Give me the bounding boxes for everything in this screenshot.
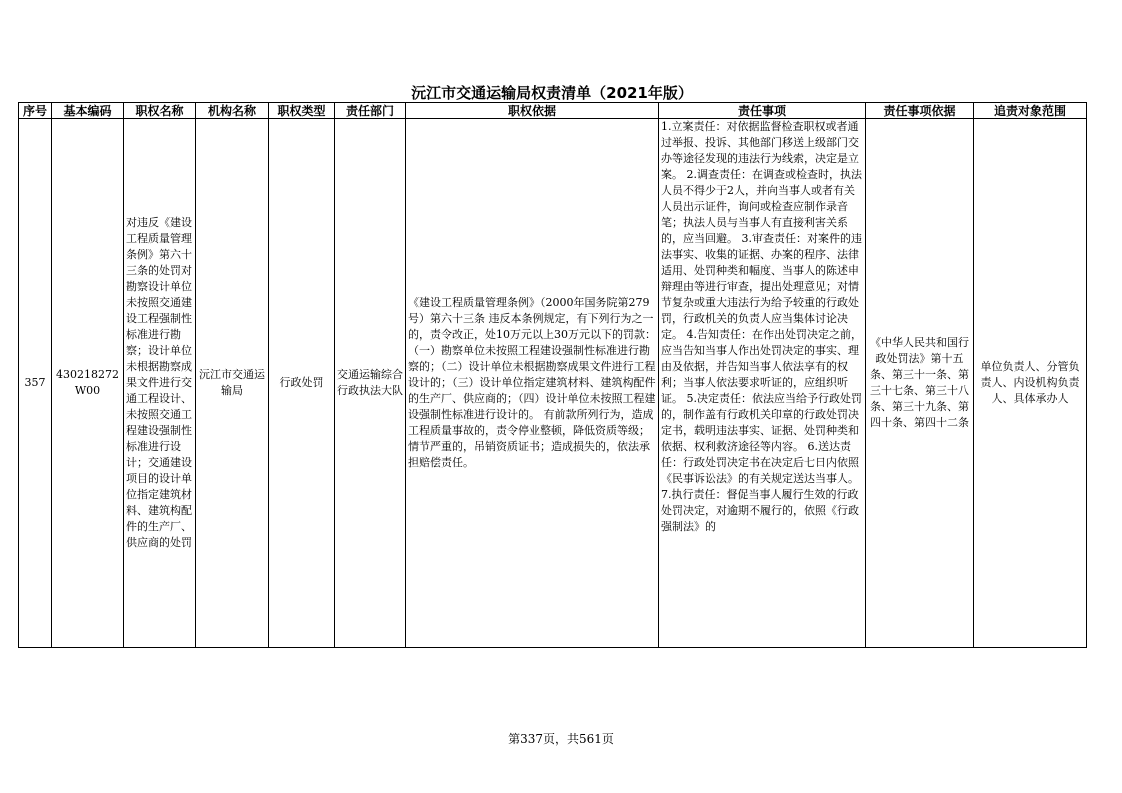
- header-power-name: 职权名称: [124, 103, 196, 119]
- cell-basis: 《建设工程质量管理条例》（2000年国务院第279号）第六十三条 违反本条例规定，有下列行为之一的，责令改正，处10万元以上30万元以下的罚款：（一）勘察单位未按照工程建设强制性标准进行勘察的；（二）设计单位未根据勘察成果文件进行工程设计的；（三）设计单位指定建筑材料、建筑构配件的生产厂、供应商的；（四）设计单位未按照工程建设强制性标准进行设计的。 有前款所列行为，造成工程质量事故的，责令停业整顿，降低资质等级；情节严重的，吊销资质证书；造成损失的，依法承担赔偿责任。: [406, 119, 659, 648]
- header-power-type: 职权类型: [269, 103, 335, 119]
- cell-accountability: 单位负责人、分管负责人、内设机构负责人、具体承办人: [974, 119, 1087, 648]
- cell-duties: 1.立案责任：对依据监督检查职权或者通过举报、投诉、其他部门移送上级部门交办等途径发现的违法行为线索，决定是立案。 2.调查责任：在调查或检查时，执法人员不得少于2人，并向当事人或者有关人员出示证件，询问或检查应制作录音笔；执法人员与当事人有直接利害关系的，应当回避。 3.审查责任：对案件的违法事实、收集的证据、办案的程序、法律适用、处罚种类和幅度、当事人的陈述申辩理由等进行审查，提出处理意见；对情节复杂或重大违法行为给予较重的行政处罚，行政机关的负责人应当集体讨论决定。 4.告知责任：在作出处罚决定之前，应当告知当事人作出处罚决定的事实、理由及依据，并告知当事人依法享有的权利；当事人依法要求听证的，应组织听证。 5.决定责任：依法应当给予行政处罚的，制作盖有行政机关印章的行政处罚决定书，载明违法事实、证据、处罚种类和依据、权利救济途径等内容。 6.送达责任：行政处罚决定书在决定后七日内依照《民事诉讼法》的有关规定送达当事人。 7.执行责任：督促当事人履行生效的行政处罚决定，对逾期不履行的，依照《行政强制法》的: [659, 119, 866, 648]
- cell-code: 430218272W00: [52, 119, 124, 648]
- cell-org-name: 沅江市交通运输局: [196, 119, 269, 648]
- page-number: 第337页，共561页: [508, 732, 614, 746]
- cell-power-type: 行政处罚: [269, 119, 335, 648]
- cell-power-name: 对违反《建设工程质量管理条例》第六十三条的处罚对勘察设计单位未按照交通建设工程强制性标准进行勘察；设计单位未根据勘察成果文件进行交通工程设计、未按照交通工程建设强制性标准进行设计；交通建设项目的设计单位指定建筑材料、建筑构配件的生产厂、供应商的处罚: [124, 119, 196, 648]
- header-seq: 序号: [19, 103, 52, 119]
- header-org-name: 机构名称: [196, 103, 269, 119]
- header-accountability: 追责对象范围: [974, 103, 1087, 119]
- table-header-row: [19, 103, 1087, 119]
- power-list-table: [18, 102, 1087, 648]
- cell-dept: 交通运输综合行政执法大队: [335, 119, 406, 648]
- page-title: 沅江市交通运输局权责清单（2021年版）: [411, 84, 693, 102]
- table-row: [19, 119, 1087, 648]
- header-duty-basis: 责任事项依据: [866, 103, 974, 119]
- cell-seq: 357: [19, 119, 52, 648]
- header-code: 基本编码: [52, 103, 124, 119]
- header-basis: 职权依据: [406, 103, 659, 119]
- header-dept: 责任部门: [335, 103, 406, 119]
- cell-duty-basis: 《中华人民共和国行政处罚法》第十五条、第三十一条、第三十七条、第三十八条、第三十九条、第四十条、第四十二条: [866, 119, 974, 648]
- header-duties: 责任事项: [659, 103, 866, 119]
